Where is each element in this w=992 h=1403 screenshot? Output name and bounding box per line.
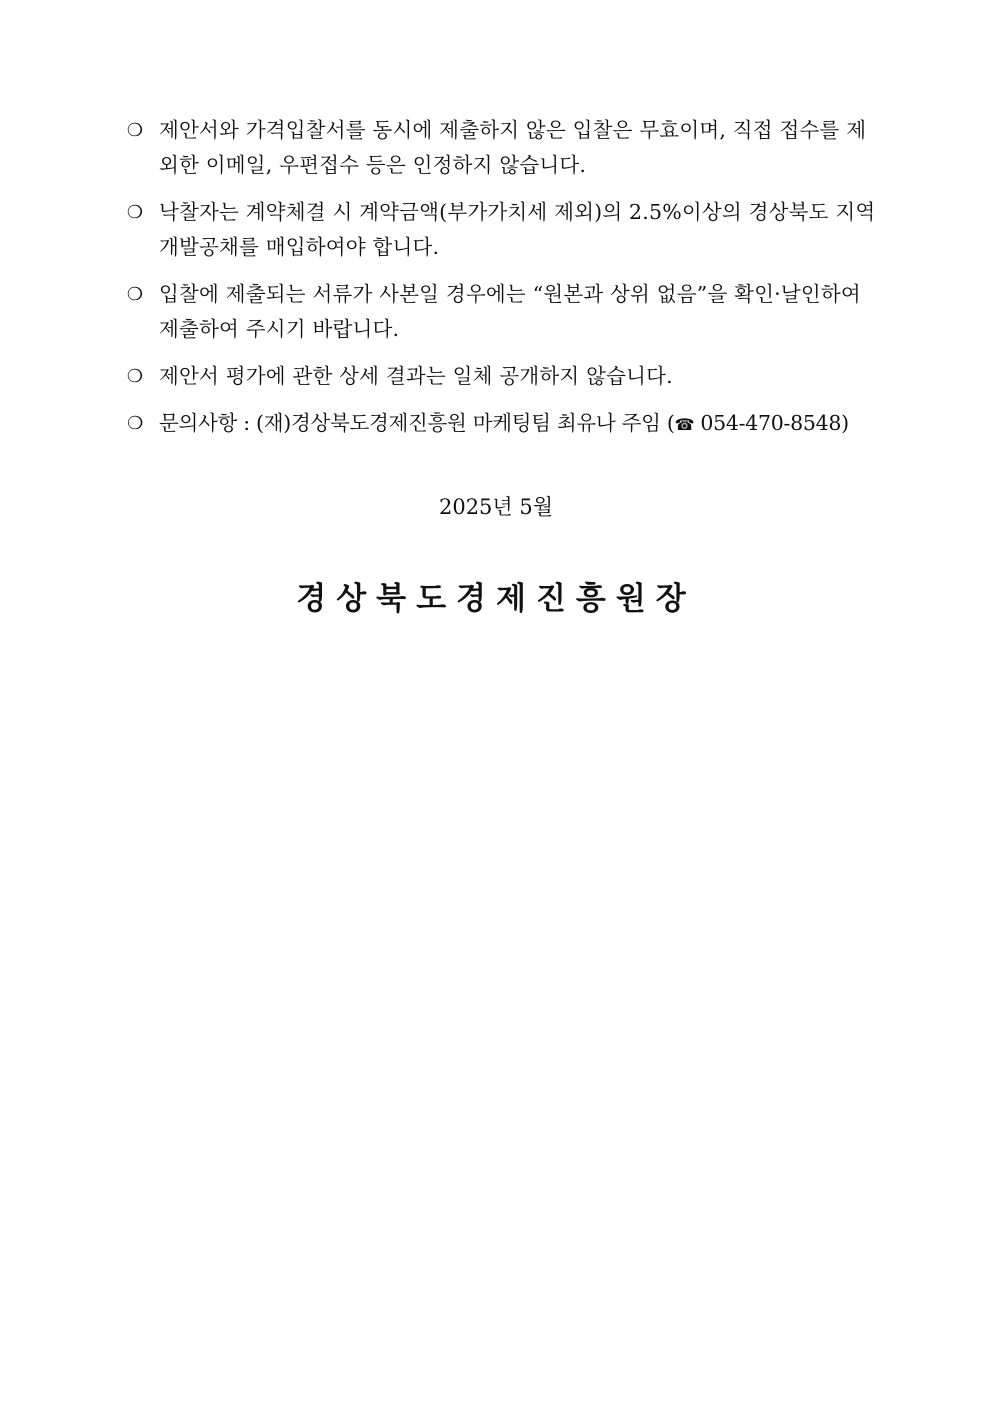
circle-bullet-icon: ❍ [126, 120, 144, 141]
notice-text: 낙찰자는 계약체결 시 계약금액(부가가치세 제외)의 2.5%이상의 경상북도 지역개발공채를 매입하여야 합니다. [159, 200, 876, 259]
contact-phone-number: 054-470-8548) [694, 411, 849, 435]
phone-icon: ☎ [674, 415, 695, 434]
notice-item-bond-purchase [122, 195, 884, 265]
notice-list [122, 113, 884, 454]
notice-item-submission-rule [122, 113, 884, 183]
contact-text-prefix: 문의사항 : (재)경상북도경제진흥원 마케팅팀 최유나 주임 ( [159, 411, 675, 435]
notice-item-copy-verification [122, 277, 884, 347]
document-date: 2025년 5월 [438, 495, 554, 519]
signatory-title: 경상북도경제진흥원장 [296, 581, 696, 617]
circle-bullet-icon: ❍ [126, 284, 144, 305]
circle-bullet-icon: ❍ [126, 202, 144, 223]
circle-bullet-icon: ❍ [126, 366, 144, 387]
notice-text: 제안서와 가격입찰서를 동시에 제출하지 않은 입찰은 무효이며, 직접 접수를 제외한 이메일, 우편접수 등은 인정하지 않습니다. [159, 118, 867, 177]
notice-item-contact [122, 406, 884, 442]
circle-bullet-icon: ❍ [127, 413, 143, 434]
notice-text: 입찰에 제출되는 서류가 사본일 경우에는 “원본과 상위 없음”을 확인·날인하여 제출하여 주시기 바랍니다. [159, 282, 861, 341]
notice-text: 제안서 평가에 관한 상세 결과는 일체 공개하지 않습니다. [159, 364, 673, 388]
notice-item-evaluation-disclosure [122, 359, 884, 394]
